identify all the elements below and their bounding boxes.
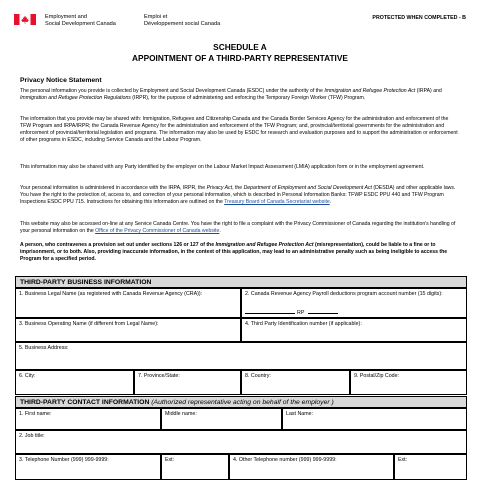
- privacy-paragraph-2: The information that you provide may be shared with: Immigration, Refugees and Citizenship Canada and the Canada Border Services Agency for the administration and enforcement of the TFW Program and IRPA/IRPR; the Canada Revenue Agency for the administration and enforcement of the TFW Program; and, provincial/territorial governments for the administration and enforcement of provincial/territorial legislation and programs. The information may also be used by ESDC for research and evaluation purposes and to support the administration or enforcement of other programs in ESDC, including Service Canada and the Labour Program.: [20, 116, 458, 143]
- business-address-field[interactable]: [15, 342, 467, 370]
- job-title-field[interactable]: [15, 430, 467, 454]
- other-telephone-label: 4. Other Telephone number (999) 999-9999:: [233, 457, 337, 463]
- p4-text-d: .: [329, 199, 332, 205]
- postal-code-field[interactable]: [350, 370, 467, 395]
- city-field[interactable]: [15, 370, 134, 395]
- other-telephone-ext-field[interactable]: [394, 454, 467, 480]
- org-fr-line1: Emploi et: [144, 14, 168, 20]
- country-field[interactable]: [241, 370, 350, 395]
- org-en-line1: Employment and: [45, 14, 87, 20]
- job-title-label: 2. Job title:: [19, 433, 45, 439]
- telephone-field[interactable]: [15, 454, 161, 480]
- business-operating-name-label: 3. Business Operating Name (if different from Legal Name):: [19, 321, 159, 327]
- country-label: 8. Country:: [245, 373, 271, 379]
- contact-heading-text: THIRD-PARTY CONTACT INFORMATION: [20, 399, 150, 406]
- telephone-ext-field[interactable]: [161, 454, 229, 480]
- other-telephone-ext-label: Ext:: [398, 457, 408, 463]
- business-address-label: 5. Business Address:: [19, 345, 69, 351]
- province-field[interactable]: [134, 370, 241, 395]
- p1-text-b: (IRPA) and: [415, 88, 442, 94]
- payroll-bn-line: [245, 313, 295, 314]
- third-party-id-label: 4. Third Party Identification number (if applicable):: [245, 321, 362, 327]
- business-legal-name-label: 1. Business Legal Name (as registered with Canada Revenue Agency (CRA)):: [19, 291, 203, 297]
- org-name-fr: [144, 14, 220, 28]
- telephone-label: 3. Telephone Number (999) 999-9999:: [19, 457, 109, 463]
- warn-text-b: (misrepresentation), could be liable to a fine or to imprisonment, or to both. Also, providing inaccurate information, in the context of this application, may lead to an administrative penalty such as being ineligible to access the Program for a specified period.: [20, 242, 448, 262]
- telephone-ext-label: Ext:: [165, 457, 175, 463]
- payroll-account-label: 2. Canada Revenue Agency Payroll deductions program account number (15 digits):: [245, 291, 443, 297]
- first-name-label: 1. First name:: [19, 411, 52, 417]
- city-label: 6. City:: [19, 373, 36, 379]
- business-operating-name-field[interactable]: [15, 318, 241, 342]
- p4-text-c: (DESDA) and other applicable laws. You have the right to the protection of, access to, and correction of your personal information, which is described in Personal Information Banks: TFWP ESDC PPU 440 and TFW Program Inspections ESDC PPU 715. Instructions for obtaining this information are outlined on the: [20, 185, 456, 205]
- other-telephone-field[interactable]: [229, 454, 394, 480]
- privacy-paragraph-1: [20, 88, 460, 102]
- misrepresentation-warning: [20, 242, 460, 263]
- p4-text-a: Your personal information is administered in accordance with the IRPA, IRPR, the: [20, 185, 207, 191]
- third-party-id-field[interactable]: [241, 318, 467, 342]
- p4-text-b: , the: [232, 185, 244, 191]
- postal-code-label: 9. Postal/Zip Code:: [354, 373, 400, 379]
- province-label: 7. Province/State:: [138, 373, 180, 379]
- protected-label: PROTECTED WHEN COMPLETED - B: [372, 15, 466, 21]
- p1-irpa: Immigration and Refugee Protection Act: [324, 88, 416, 94]
- p5-text-b: .: [219, 228, 221, 234]
- privacy-heading: Privacy Notice Statement: [20, 77, 102, 84]
- org-en-line2: Social Development Canada: [45, 21, 116, 27]
- p1-irpr: Immigration and Refugee Protection Regulations: [20, 95, 131, 101]
- privacy-commissioner-link[interactable]: Office of the Privacy Commissioner of Canada website: [95, 228, 220, 234]
- business-section-header: THIRD-PARTY BUSINESS INFORMATION: [15, 276, 467, 288]
- contact-section-header: [15, 396, 467, 408]
- contact-heading-note: (Authorized representative acting on behalf of the employer ): [151, 399, 334, 406]
- rp-label: RP: [297, 310, 305, 316]
- warn-irpa: Immigration and Refugee Protection Act: [215, 242, 314, 248]
- schedule-title: SCHEDULE A: [213, 42, 267, 52]
- org-name-en: [45, 14, 116, 28]
- payroll-account-field[interactable]: [241, 288, 467, 318]
- canada-flag-icon: [14, 14, 36, 25]
- warn-text-a: A person, who contravenes a provision set out under sections 126 or 127 of the: [20, 242, 216, 248]
- business-legal-name-field[interactable]: [15, 288, 241, 318]
- first-name-field[interactable]: [15, 408, 161, 430]
- last-name-label: Last Name:: [286, 411, 314, 417]
- page-title: APPOINTMENT OF A THIRD-PARTY REPRESENTATIVE: [132, 53, 348, 63]
- privacy-paragraph-5: [20, 221, 460, 235]
- privacy-paragraph-4: [20, 185, 460, 206]
- p4-desda: Department of Employment and Social Development Act: [243, 185, 372, 191]
- treasury-board-link[interactable]: Treasury Board of Canada Secretariat website: [224, 199, 330, 205]
- middle-name-field[interactable]: [161, 408, 282, 430]
- p4-privacy-act: Privacy Act: [206, 185, 233, 191]
- p5-text-a: This website may also be accessed on-line at any Service Canada Centre. You have the right to file a complaint with the Privacy Commissioner of Canada regarding the institution's handling of your personal information on the: [20, 221, 456, 234]
- payroll-rp-line: [308, 313, 338, 314]
- privacy-paragraph-3: This information may also be shared with any Party identified by the employer on the Labour Market Impact Assessment (LMIA) application form or in the employment agreement.: [20, 164, 425, 170]
- org-fr-line2: Développement social Canada: [144, 21, 221, 27]
- middle-name-label: Middle name:: [165, 411, 197, 417]
- p1-text-a: The personal information you provide is collected by Employment and Social Development Canada (ESDC) under the authority of the: [20, 88, 325, 94]
- last-name-field[interactable]: [282, 408, 467, 430]
- p1-text-c: (IRPR), for the purpose of administering and enforcing the Temporary Foreign Worker (TFW) Program.: [130, 95, 366, 101]
